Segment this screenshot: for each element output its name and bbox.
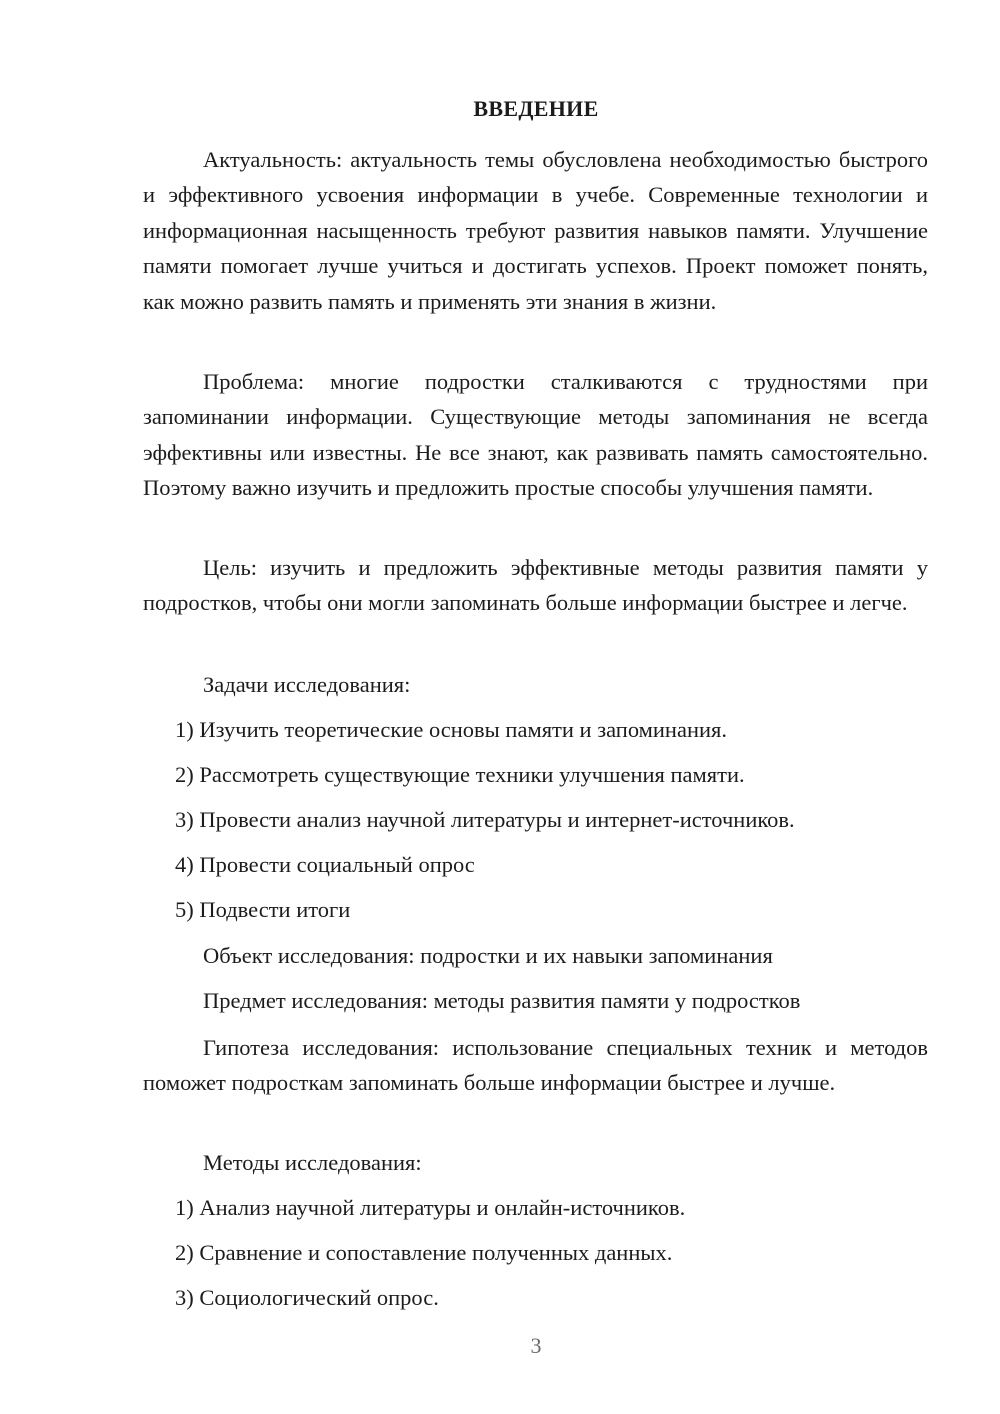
tasks-heading: Задачи исследования: bbox=[203, 672, 411, 697]
goal-paragraph: Цель: изучить и предложить эффективные методы развития памяти у подростков, чтобы они могли запоминать больше информации быстрее и легче. bbox=[143, 555, 928, 616]
hypothesis-paragraph: Гипотеза исследования: использование специальных техник и методов поможет подросткам запоминать больше информации быстрее и лучше. bbox=[143, 1035, 928, 1096]
method-item: 1) Анализ научной литературы и онлайн-источников. bbox=[175, 1195, 686, 1220]
task-item: 2) Рассмотреть существующие техники улучшения памяти. bbox=[175, 762, 745, 787]
task-item: 1) Изучить теоретические основы памяти и запоминания. bbox=[175, 717, 728, 742]
problem-paragraph: Проблема: многие подростки сталкиваются с трудностями при запоминании информации. Существующие методы запоминания не всегда эффективны или известны. Не все знают, как развивать память самостоятельно. Поэтому важно изучить и предложить простые способы улучшения памяти. bbox=[143, 369, 928, 501]
method-item: 3) Социологический опрос. bbox=[175, 1285, 439, 1310]
page-title: ВВЕДЕНИЕ bbox=[473, 96, 599, 121]
relevance-paragraph: Актуальность: актуальность темы обусловлена необходимостью быстрого и эффективного усвоения информации в учебе. Современные технологии и информационная насыщенность требуют развития навыков памяти. Улучшение памяти помогает лучше учиться и достигать успехов. Проект поможет понять, как можно развить память и применять эти знания в жизни. bbox=[143, 147, 928, 314]
research-object: Объект исследования: подростки и их навыки запоминания bbox=[203, 943, 773, 968]
task-item: 5) Подвести итоги bbox=[175, 897, 351, 922]
method-item: 2) Сравнение и сопоставление полученных данных. bbox=[175, 1240, 673, 1265]
page-number: 3 bbox=[530, 1333, 542, 1358]
task-item: 3) Провести анализ научной литературы и интернет-источников. bbox=[175, 807, 795, 832]
research-subject: Предмет исследования: методы развития памяти у подростков bbox=[203, 988, 801, 1013]
task-item: 4) Провести социальный опрос bbox=[175, 852, 475, 877]
methods-heading: Методы исследования: bbox=[203, 1150, 422, 1175]
